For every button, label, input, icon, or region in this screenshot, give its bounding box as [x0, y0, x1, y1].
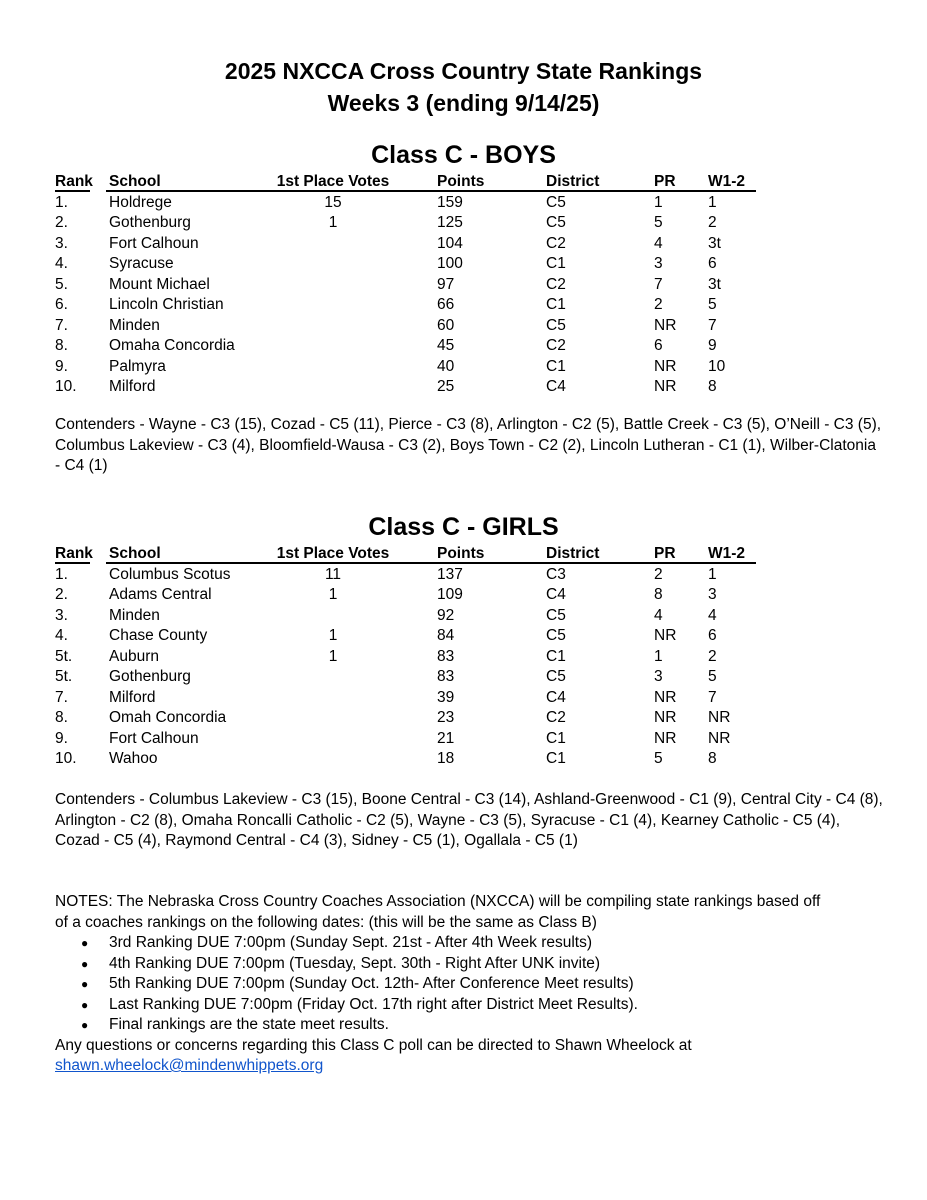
table-row [55, 647, 755, 668]
bullet-icon: ● [81, 936, 89, 950]
school-cell: Wahoo [109, 750, 158, 767]
header-underline [106, 190, 433, 192]
contact-email-link[interactable]: shawn.wheelock@mindenwhippets.org [55, 1057, 324, 1074]
district-cell: C5 [546, 316, 566, 334]
header-w12: W1-2 [708, 173, 746, 190]
school-cell: Syracuse [109, 255, 174, 272]
table-header [55, 544, 755, 565]
district-cell: C4 [546, 586, 566, 603]
w12-cell: 1 [708, 565, 717, 583]
header-votes: 1st Place Votes [276, 545, 390, 562]
district-cell: C3 [546, 565, 566, 583]
rank-cell: 9. [55, 729, 68, 747]
table-row [55, 275, 755, 296]
w12-cell: 5 [708, 296, 717, 313]
table-row [55, 295, 755, 316]
pr-cell: 7 [654, 275, 663, 293]
w12-cell: NR [708, 709, 731, 726]
pr-cell: 4 [654, 234, 663, 252]
district-cell: C1 [546, 647, 566, 665]
points-cell: 109 [437, 586, 463, 603]
school-cell: Mount Michael [109, 275, 210, 293]
table-row [55, 254, 755, 275]
header-points: Points [437, 545, 485, 562]
pr-cell: 2 [654, 565, 663, 583]
rank-cell: 10. [55, 750, 77, 767]
girls-rankings-table [55, 544, 755, 770]
header-rank: Rank [55, 173, 93, 190]
votes-cell: 1 [328, 627, 338, 644]
votes-cell: 15 [324, 193, 342, 211]
notes-list-item [55, 933, 835, 954]
rank-cell: 2. [55, 214, 68, 231]
header-school: School [109, 173, 161, 190]
rank-cell: 5t. [55, 647, 73, 665]
notes-intro: NOTES: The Nebraska Cross Country Coaches Association (NXCCA) will be compiling state rankings based off of a coaches rankings on the following dates: (this will be the same as Class B) [55, 893, 821, 931]
pr-cell: NR [654, 316, 677, 334]
school-cell: Milford [109, 378, 156, 395]
votes-cell: 1 [328, 647, 338, 665]
header-pr: PR [654, 173, 676, 190]
points-cell: 23 [437, 709, 455, 726]
w12-cell: 6 [708, 255, 717, 272]
w12-cell: 2 [708, 647, 717, 665]
w12-cell: 3t [708, 234, 721, 252]
table-row [55, 606, 755, 627]
pr-cell: 2 [654, 296, 663, 313]
points-cell: 25 [437, 378, 455, 395]
table-row [55, 565, 755, 586]
votes-cell: 1 [328, 586, 338, 603]
notes-item-text: 5th Ranking DUE 7:00pm (Sunday Oct. 12th- After Conference Meet results) [109, 975, 634, 992]
school-cell: Fort Calhoun [109, 234, 199, 252]
w12-cell: 10 [708, 357, 726, 375]
points-cell: 137 [437, 565, 463, 583]
district-cell: C4 [546, 688, 566, 706]
pr-cell: NR [654, 627, 677, 644]
header-underline [55, 562, 90, 564]
header-school: School [109, 545, 161, 562]
rank-cell: 9. [55, 357, 68, 375]
district-cell: C2 [546, 275, 566, 293]
bullet-icon: ● [81, 977, 89, 991]
pr-cell: 5 [654, 214, 663, 231]
points-cell: 84 [437, 627, 455, 644]
district-cell: C2 [546, 337, 566, 354]
notes-section [55, 892, 835, 1077]
school-cell: Gothenburg [109, 214, 191, 231]
header-pr: PR [654, 545, 676, 562]
w12-cell: 4 [708, 606, 717, 624]
rank-cell: 3. [55, 234, 68, 252]
boys-contenders: Contenders - Wayne - C3 (15), Cozad - C5 (11), Pierce - C3 (8), Arlington - C2 (5), Battle Creek - C3 (5), O’Neill - C3 (5), Columbus Lakeview - C3 (4), Bloomfield-Wausa - C3 (2), Boys Town - C2 (2), Lincoln Lutheran - C1 (1), Wilber-Clatonia - C4 (1) [55, 416, 882, 474]
notes-item-text: Final rankings are the state meet results. [109, 1016, 389, 1033]
rank-cell: 6. [55, 296, 68, 313]
notes-list-item [55, 995, 835, 1016]
w12-cell: 7 [708, 688, 717, 706]
points-cell: 83 [437, 668, 455, 685]
points-cell: 39 [437, 688, 455, 706]
district-cell: C1 [546, 729, 566, 747]
table-row [55, 377, 755, 398]
school-cell: Omah Concordia [109, 709, 227, 726]
table-row [55, 193, 755, 214]
w12-cell: 7 [708, 316, 717, 334]
rank-cell: 4. [55, 255, 68, 272]
header-district: District [546, 173, 600, 190]
school-cell: Chase County [109, 627, 208, 644]
w12-cell: 3 [708, 586, 717, 603]
notes-list-item [55, 954, 835, 975]
points-cell: 21 [437, 729, 455, 747]
table-row [55, 213, 755, 234]
girls-section-title: Class C - GIRLS [368, 513, 559, 541]
school-cell: Holdrege [109, 193, 172, 211]
district-cell: C4 [546, 378, 566, 395]
notes-item-text: 3rd Ranking DUE 7:00pm (Sunday Sept. 21st - After 4th Week results) [109, 934, 593, 951]
school-cell: Palmyra [109, 357, 166, 375]
boys-section-title: Class C - BOYS [371, 141, 556, 169]
rank-cell: 7. [55, 316, 68, 334]
points-cell: 100 [437, 255, 463, 272]
notes-item-text: Last Ranking DUE 7:00pm (Friday Oct. 17th right after District Meet Results). [109, 995, 638, 1013]
notes-list-item [55, 974, 835, 995]
w12-cell: 2 [708, 214, 717, 231]
pr-cell: 8 [654, 586, 663, 603]
points-cell: 92 [437, 606, 455, 624]
header-district: District [546, 545, 600, 562]
school-cell: Fort Calhoun [109, 729, 199, 747]
points-cell: 66 [437, 296, 455, 313]
w12-cell: 8 [708, 750, 717, 767]
school-cell: Gothenburg [109, 668, 191, 685]
header-w12: W1-2 [708, 545, 746, 562]
pr-cell: NR [654, 688, 677, 706]
table-row [55, 357, 755, 378]
boys-rows [55, 193, 755, 398]
school-cell: Minden [109, 606, 160, 624]
votes-cell: 11 [324, 565, 342, 583]
pr-cell: 6 [654, 337, 663, 354]
notes-contact: Any questions or concerns regarding this Class C poll can be directed to Shawn Wheelock at [55, 1036, 692, 1054]
rank-cell: 10. [55, 378, 77, 395]
notes-item-text: 4th Ranking DUE 7:00pm (Tuesday, Sept. 30th - Right After UNK invite) [109, 954, 601, 972]
district-cell: C5 [546, 668, 566, 685]
girls-rows [55, 565, 755, 770]
w12-cell: NR [708, 729, 731, 747]
rank-cell: 8. [55, 709, 68, 726]
pr-cell: 3 [654, 255, 663, 272]
school-cell: Columbus Scotus [109, 565, 231, 583]
bullet-icon: ● [81, 1018, 89, 1032]
points-cell: 60 [437, 316, 455, 334]
w12-cell: 1 [708, 193, 717, 211]
w12-cell: 6 [708, 627, 717, 644]
district-cell: C5 [546, 606, 566, 624]
points-cell: 159 [437, 193, 463, 211]
table-row [55, 667, 755, 688]
table-row [55, 585, 755, 606]
header-underline [433, 190, 544, 192]
pr-cell: NR [654, 709, 677, 726]
table-row [55, 336, 755, 357]
district-cell: C5 [546, 193, 566, 211]
points-cell: 83 [437, 647, 455, 665]
header-underline [106, 562, 433, 564]
notes-list-item [55, 1015, 835, 1036]
pr-cell: NR [654, 729, 677, 747]
district-cell: C2 [546, 709, 566, 726]
district-cell: C1 [546, 296, 566, 313]
rank-cell: 1. [55, 565, 68, 583]
header-underline [55, 190, 90, 192]
pr-cell: 5 [654, 750, 663, 767]
rank-cell: 3. [55, 606, 68, 624]
school-cell: Milford [109, 688, 156, 706]
district-cell: C1 [546, 255, 566, 272]
header-underline [433, 562, 544, 564]
points-cell: 104 [437, 234, 463, 252]
rank-cell: 4. [55, 627, 68, 644]
pr-cell: NR [654, 357, 677, 375]
rank-cell: 1. [55, 193, 68, 211]
boys-rankings-table [55, 172, 755, 398]
table-header [55, 172, 755, 193]
school-cell: Minden [109, 316, 160, 334]
table-row [55, 729, 755, 750]
district-cell: C5 [546, 627, 566, 644]
school-cell: Auburn [109, 647, 159, 665]
bullet-icon: ● [81, 956, 89, 971]
district-cell: C2 [546, 234, 566, 252]
pr-cell: 1 [654, 193, 663, 211]
rank-cell: 2. [55, 586, 68, 603]
document-title-line1: 2025 NXCCA Cross Country State Rankings [224, 58, 703, 84]
pr-cell: 1 [654, 647, 663, 665]
rank-cell: 7. [55, 688, 68, 706]
header-underline [708, 190, 751, 192]
header-votes: 1st Place Votes [276, 173, 390, 190]
header-rank: Rank [55, 545, 93, 562]
points-cell: 45 [437, 337, 455, 354]
notes-list [55, 933, 835, 1036]
rank-cell: 8. [55, 337, 68, 354]
points-cell: 40 [437, 357, 455, 375]
rank-cell: 5. [55, 275, 68, 293]
w12-cell: 8 [708, 378, 717, 395]
district-cell: C1 [546, 750, 566, 767]
table-row [55, 688, 755, 709]
points-cell: 18 [437, 750, 455, 767]
pr-cell: NR [654, 378, 677, 395]
points-cell: 125 [437, 214, 463, 231]
header-points: Points [437, 173, 485, 190]
rank-cell: 5t. [55, 668, 73, 685]
points-cell: 97 [437, 275, 455, 293]
school-cell: Lincoln Christian [109, 296, 224, 313]
table-row [55, 626, 755, 647]
header-underline [708, 562, 751, 564]
pr-cell: 4 [654, 606, 663, 624]
school-cell: Adams Central [109, 586, 212, 603]
w12-cell: 3t [708, 275, 721, 293]
school-cell: Omaha Concordia [109, 337, 235, 354]
table-row [55, 749, 755, 770]
district-cell: C1 [546, 357, 566, 375]
girls-contenders: Contenders - Columbus Lakeview - C3 (15), Boone Central - C3 (14), Ashland-Greenwood - C1 (9), Central City - C4 (8), Arlington - C2 (8), Omaha Roncalli Catholic - C2 (5), Wayne - C3 (5), Syracuse - C1 (4), Kearney Catholic - C5 (4), Cozad - C5 (4), Raymond Central - C4 (3), Sidney - C5 (1), Ogallala - C5 (1) [55, 791, 883, 849]
document-title-line2: Weeks 3 (ending 9/14/25) [327, 90, 600, 116]
table-row [55, 234, 755, 255]
votes-cell: 1 [328, 214, 338, 231]
w12-cell: 9 [708, 337, 717, 354]
table-row [55, 316, 755, 337]
w12-cell: 5 [708, 668, 717, 685]
bullet-icon: ● [81, 997, 89, 1012]
district-cell: C5 [546, 214, 566, 231]
table-row [55, 708, 755, 729]
pr-cell: 3 [654, 668, 663, 685]
